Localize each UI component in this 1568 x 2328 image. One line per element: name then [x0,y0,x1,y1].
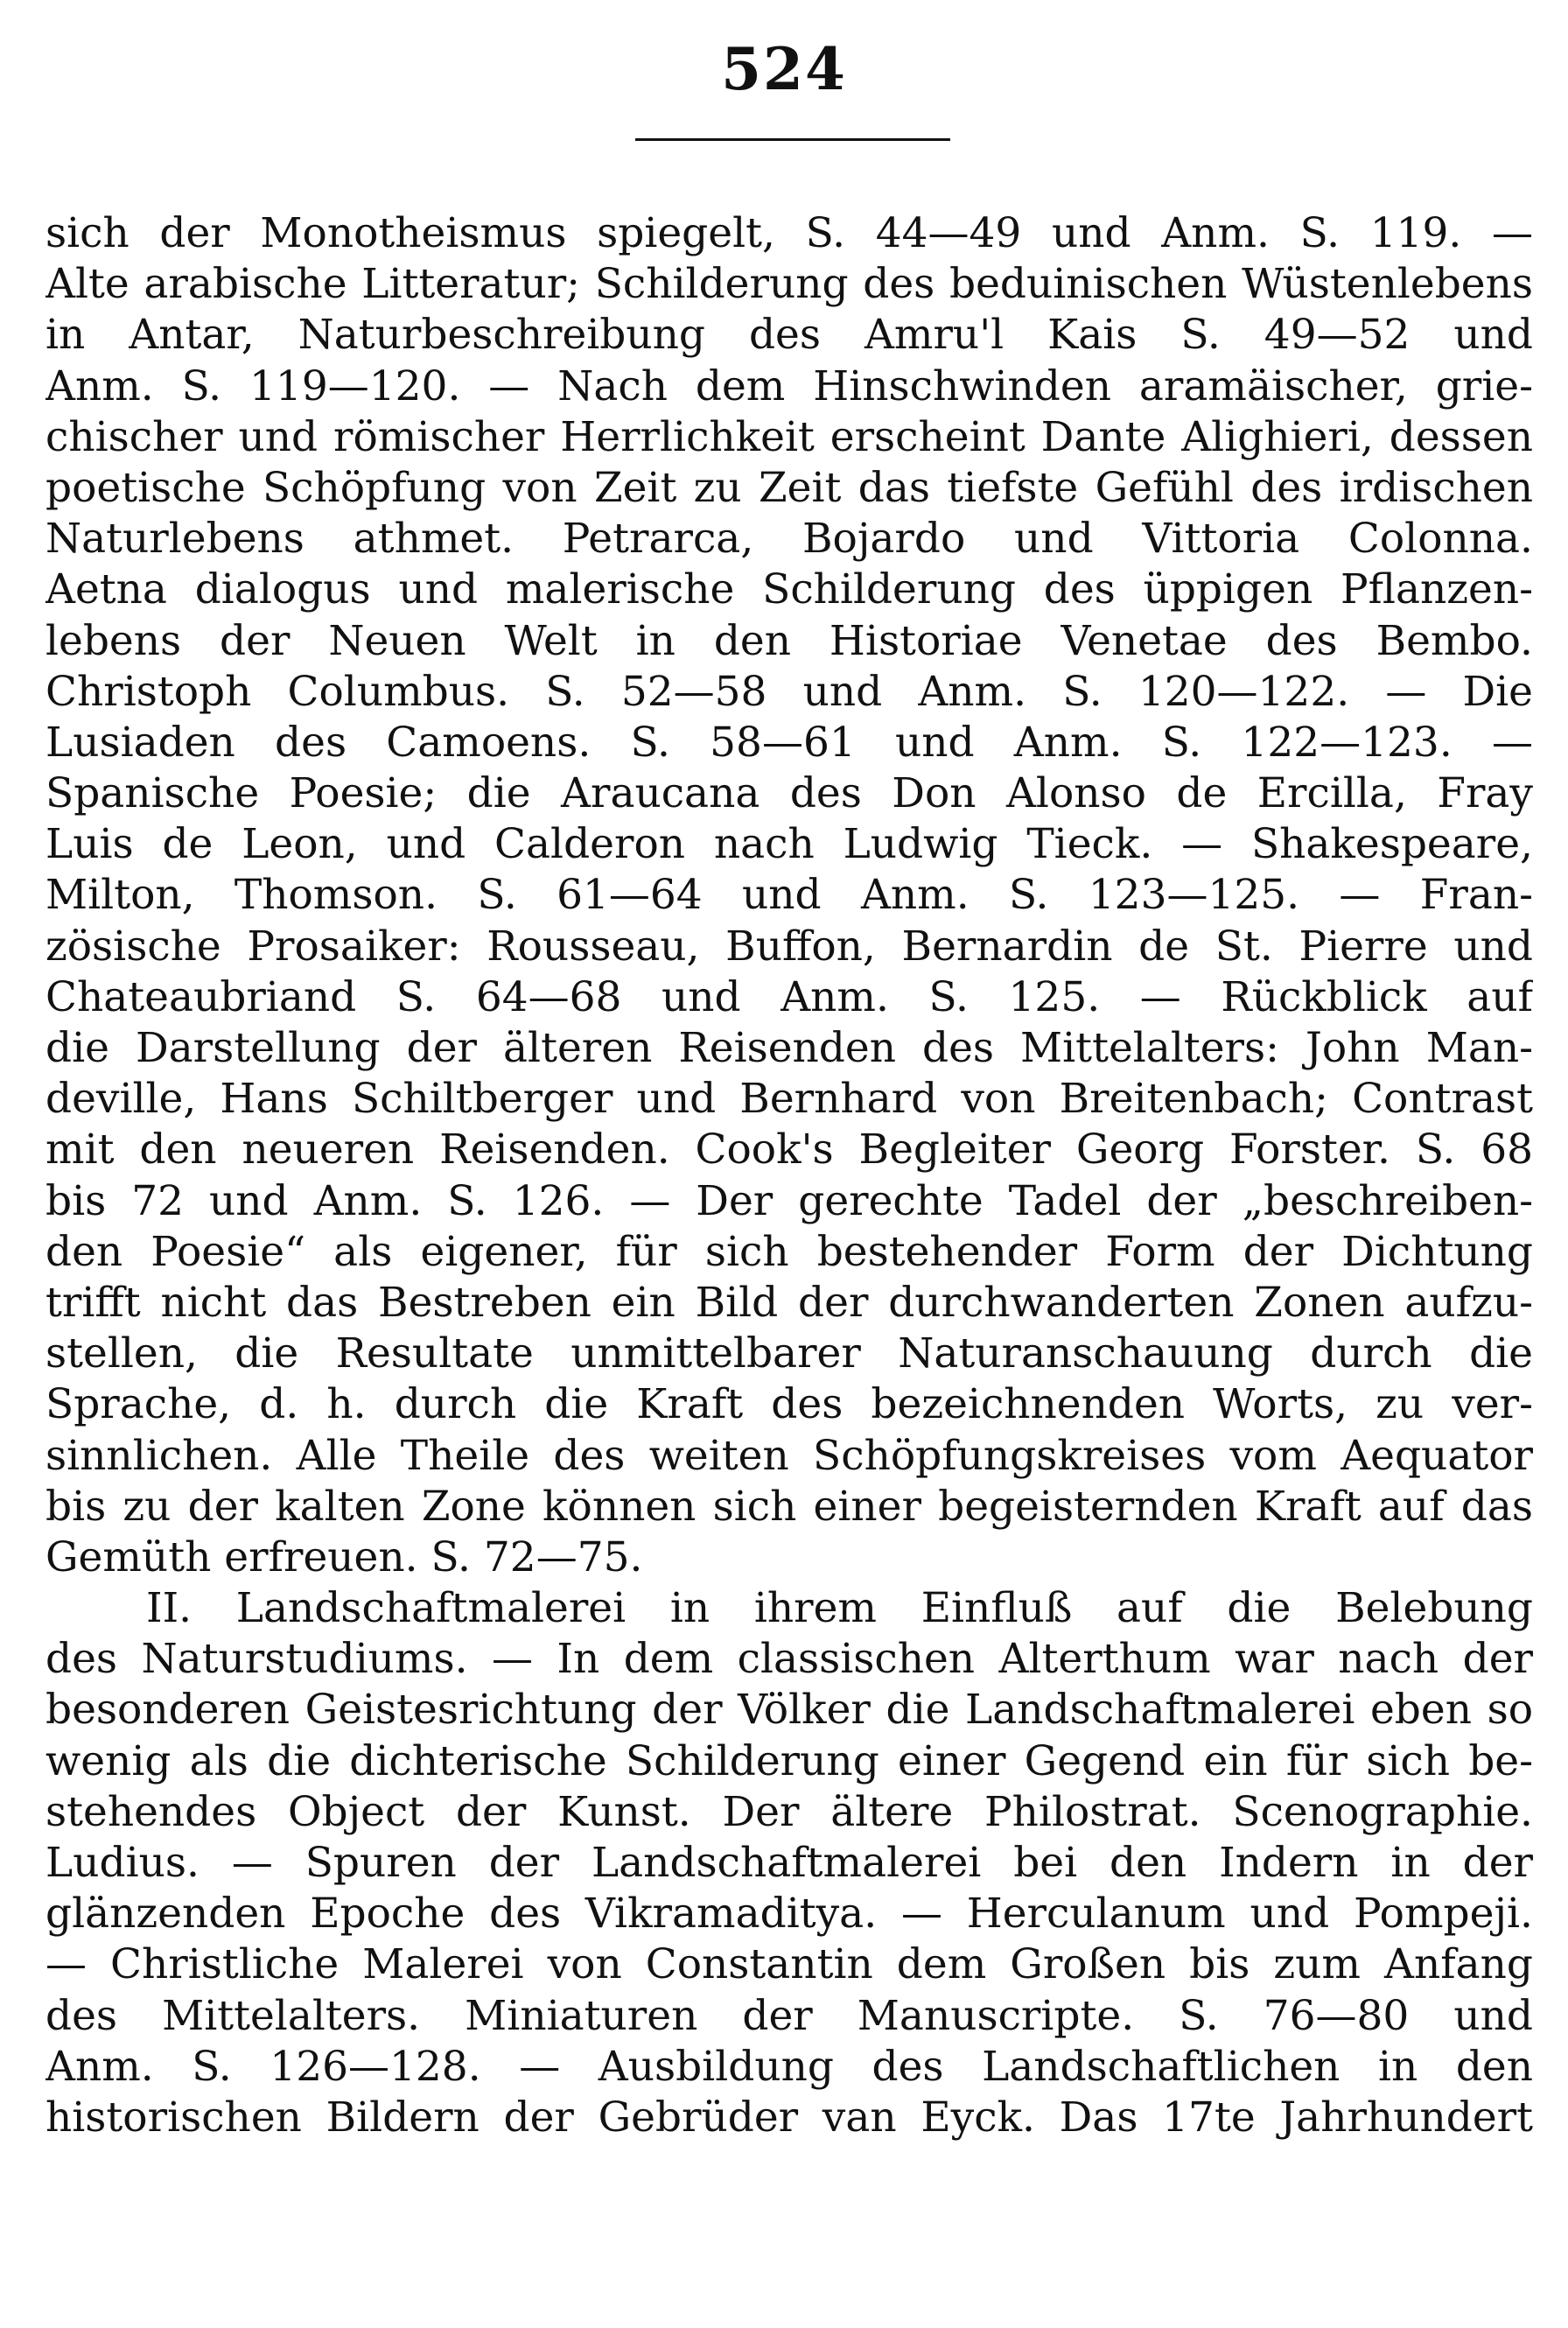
text-line: besonderen Geistesrichtung der Völker die Landschaftmalerei eben so [46,1686,1533,1735]
text-line: Christoph Columbus. S. 52—58 und Anm. S. 120—122. — Die [46,667,1533,716]
text-line: zösische Prosaiker: Rousseau, Buffon, Bernardin de St. Pierre und [46,922,1533,971]
text-line: des Naturstudiums. — In dem classischen Alterthum war nach der [46,1635,1533,1684]
text-line: bis zu der kalten Zone können sich einer begeisternden Kraft auf das [46,1482,1533,1531]
text-line: poetische Schöpfung von Zeit zu Zeit das tiefste Gefühl des irdischen [46,463,1533,512]
text-line: Anm. S. 126—128. — Ausbildung des Landschaftlichen in den [46,2042,1533,2091]
text-line: Lusiaden des Camoens. S. 58—61 und Anm. S. 122—123. — [46,718,1533,767]
text-line: Milton, Thomson. S. 61—64 und Anm. S. 123—125. — Fran- [46,871,1533,920]
text-line: stehendes Object der Kunst. Der ältere Philostrat. Scenographie. [46,1787,1533,1836]
text-line: Ludius. — Spuren der Landschaftmalerei bei den Indern in der [46,1839,1533,1887]
text-line: historischen Bildern der Gebrüder van Eyck. Das 17te Jahrhundert [46,2093,1533,2142]
text-line: sich der Monotheismus spiegelt, S. 44—49 und Anm. S. 119. — [46,209,1533,257]
header-rule [635,138,950,141]
text-line: — Christliche Malerei von Constantin dem Großen bis zum Anfang [46,1940,1533,1989]
text-line: glänzenden Epoche des Vikramaditya. — Herculanum und Pompeji. [46,1890,1533,1939]
text-line: Luis de Leon, und Calderon nach Ludwig Tieck. — Shakespeare, [46,820,1533,869]
text-line: II. Landschaftmalerei in ihrem Einfluß auf die Belebung [146,1584,1533,1633]
text-line: Chateaubriand S. 64—68 und Anm. S. 125. — Rückblick auf [46,972,1533,1021]
text-line: deville, Hans Schiltberger und Bernhard von Breitenbach; Contrast [46,1075,1533,1124]
text-line: Anm. S. 119—120. — Nach dem Hinschwinden aramäischer, grie- [46,361,1533,410]
text-line: bis 72 und Anm. S. 126. — Der gerechte Tadel der „beschreiben- [46,1176,1533,1225]
text-line: lebens der Neuen Welt in den Historiae Venetae des Bembo. [46,616,1533,665]
text-line: Spanische Poesie; die Araucana des Don Alonso de Ercilla, Fray [46,769,1533,818]
text-line: Aetna dialogus und malerische Schilderung des üppigen Pflanzen- [46,565,1533,614]
text-line: sinnlichen. Alle Theile des weiten Schöpfungskreises vom Aequator [46,1431,1533,1480]
text-line: die Darstellung der älteren Reisenden des Mittelalters: John Man- [46,1024,1533,1072]
text-line: trifft nicht das Bestreben ein Bild der durchwanderten Zonen aufzu- [46,1278,1533,1327]
text-line: stellen, die Resultate unmittelbarer Naturanschauung durch die [46,1329,1533,1378]
page-number: 524 [721,35,847,103]
body-text [46,208,1533,2143]
text-line: Alte arabische Litteratur; Schilderung des beduinischen Wüstenlebens [46,260,1533,309]
text-line: Naturlebens athmet. Petrarca, Bojardo und Vittoria Colonna. [46,515,1533,564]
text-line: den Poesie“ als eigener, für sich bestehender Form der Dichtung [46,1227,1533,1276]
text-line: in Antar, Naturbeschreibung des Amru'l Kais S. 49—52 und [46,311,1533,360]
text-line: wenig als die dichterische Schilderung einer Gegend ein für sich be- [46,1736,1533,1785]
text-line: chischer und römischer Herrlichkeit erscheint Dante Alighieri, dessen [46,412,1533,461]
text-line: Sprache, d. h. durch die Kraft des bezeichnenden Worts, zu ver- [46,1380,1533,1429]
text-line: Gemüth erfreuen. S. 72—75. [46,1532,643,1581]
text-line: mit den neueren Reisenden. Cook's Begleiter Georg Forster. S. 68 [46,1125,1533,1175]
text-line: des Mittelalters. Miniaturen der Manuscripte. S. 76—80 und [46,1991,1533,2040]
